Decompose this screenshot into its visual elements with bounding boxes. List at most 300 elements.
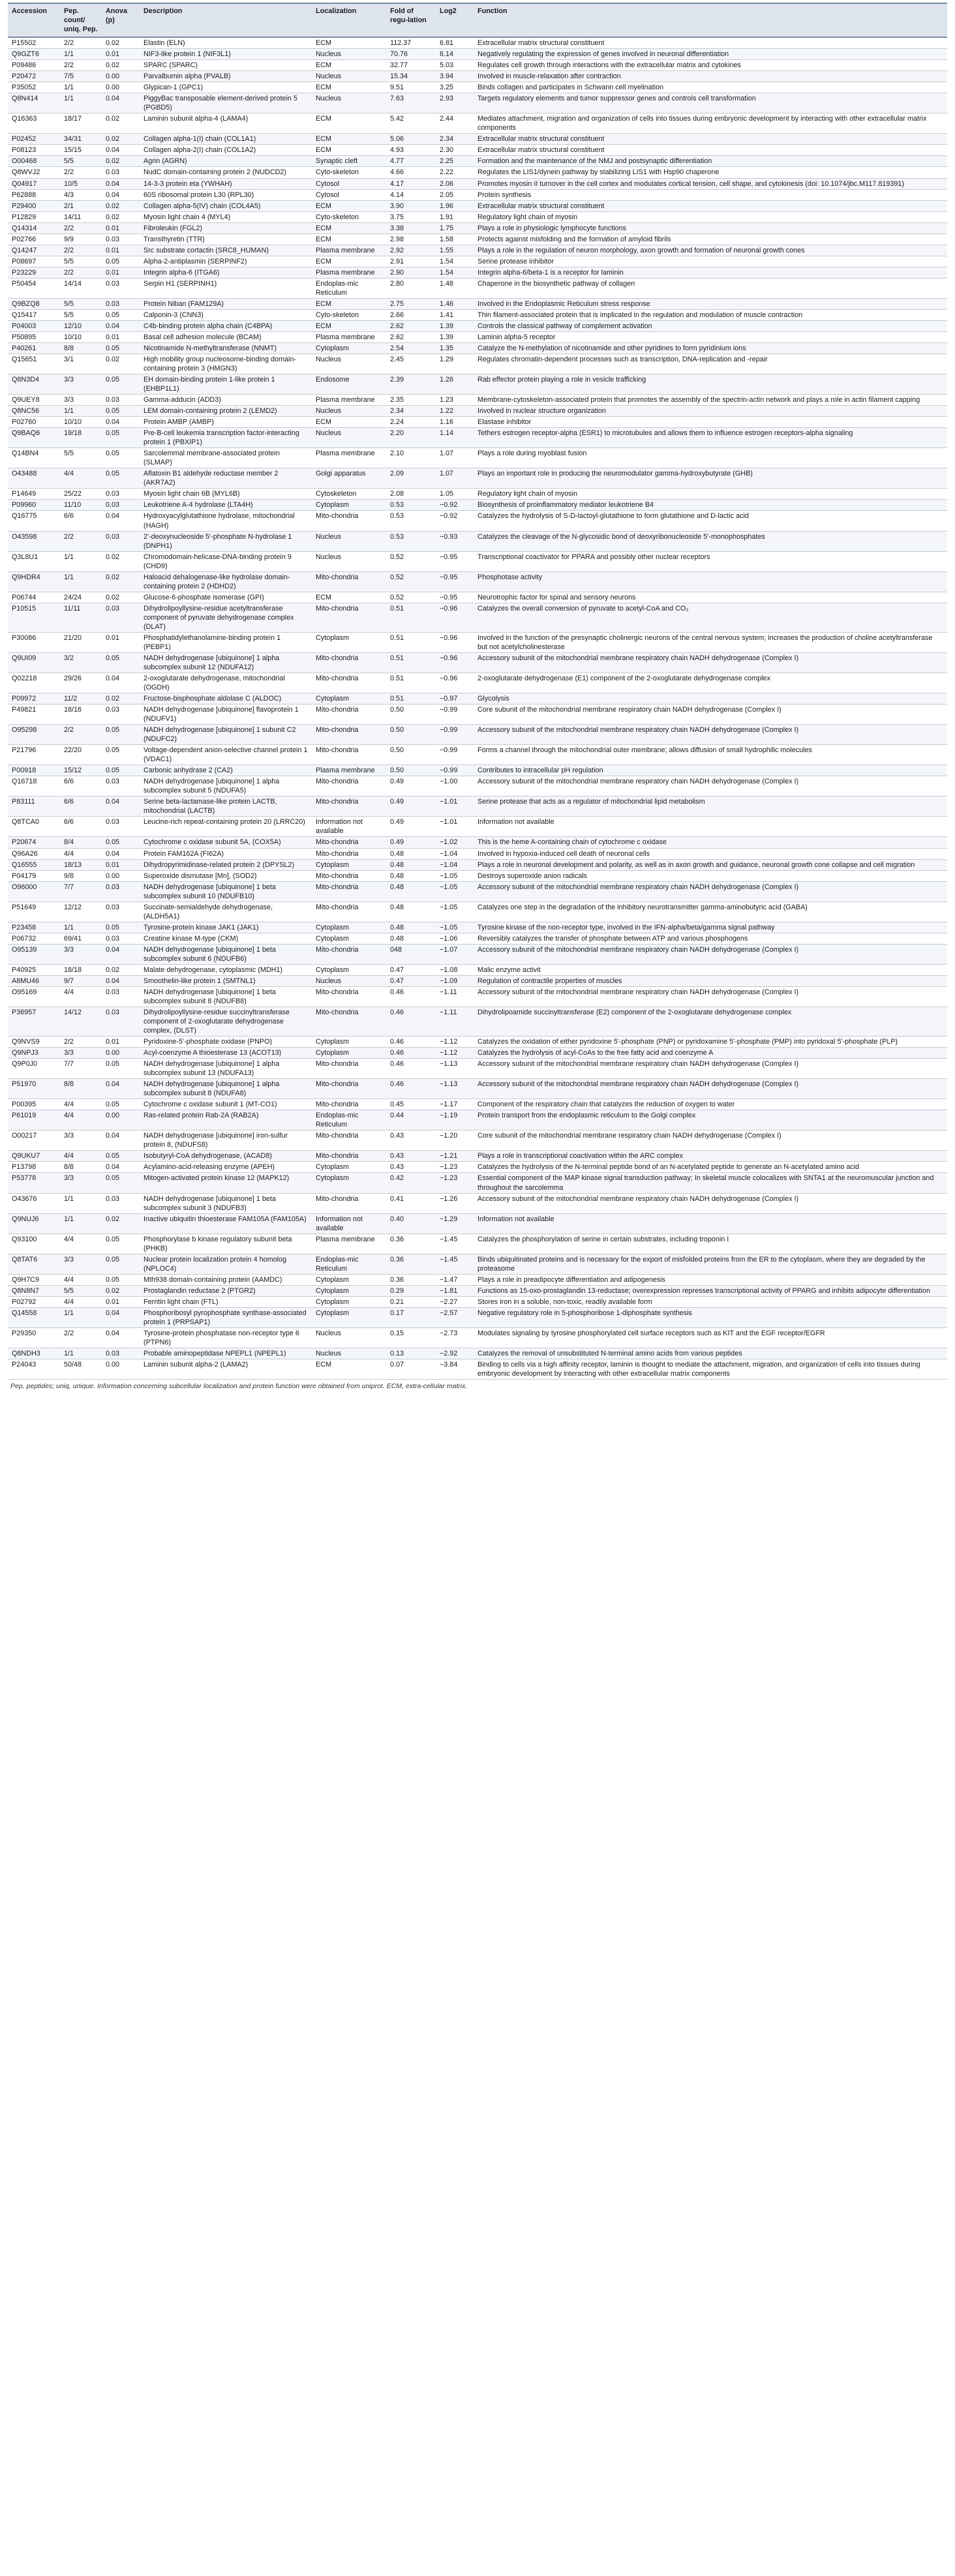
table-row bbox=[8, 1099, 947, 1110]
fold-cell: 0.43 bbox=[386, 1151, 436, 1162]
log2-cell: 5.03 bbox=[436, 60, 474, 71]
log2-cell: −1.05 bbox=[436, 922, 474, 933]
anova-cell: 0.03 bbox=[102, 1193, 140, 1213]
anova-cell: 0.05 bbox=[102, 309, 140, 320]
description-cell: Aflatoxin B1 aldehyde reductase member 2 (AKR7A2) bbox=[140, 468, 312, 489]
log2-cell: −1.05 bbox=[436, 902, 474, 922]
description-cell: Probable aminopeptidase NPEPL1 (NPEPL1) bbox=[140, 1348, 312, 1359]
fold-cell: 0.53 bbox=[386, 531, 436, 551]
table-row bbox=[8, 417, 947, 428]
localization-cell: ECM bbox=[312, 37, 386, 49]
pep-count-cell: 1/1 bbox=[60, 82, 102, 93]
description-cell: Protein AMBP (AMBP) bbox=[140, 417, 312, 428]
log2-cell: 1.16 bbox=[436, 417, 474, 428]
description-cell: Phosphorylase b kinase regulatory subunit beta (PHKB) bbox=[140, 1234, 312, 1254]
description-cell: NADH dehydrogenase [ubiquinone] 1 beta subcomplex subunit 8 (NDUFB8) bbox=[140, 986, 312, 1007]
log2-cell: −1.19 bbox=[436, 1110, 474, 1130]
fold-cell: 0.52 bbox=[386, 551, 436, 571]
function-cell: Regulatory light chain of myosin bbox=[474, 489, 947, 500]
pep-count-cell: 4/4 bbox=[60, 1274, 102, 1285]
description-cell: Carbonic anhydrase 2 (CA2) bbox=[140, 765, 312, 776]
table-row bbox=[8, 673, 947, 693]
localization-cell: Mito-chondria bbox=[312, 1079, 386, 1099]
accession-cell: Q8N8N7 bbox=[8, 1285, 60, 1296]
description-cell: NADH dehydrogenase [ubiquinone] flavoprotein 1 (NDUFV1) bbox=[140, 705, 312, 725]
localization-cell: Cytoplasm bbox=[312, 1285, 386, 1296]
function-cell: Essential component of the MAP kinase signal transduction pathway; In skeletal muscle colocalizes with SNTA1 at the neuromuscular junction and throughout the sarcolemma bbox=[474, 1173, 947, 1193]
function-cell: Integrin alpha-6/beta-1 is a receptor for laminin bbox=[474, 267, 947, 278]
anova-cell: 0.05 bbox=[102, 374, 140, 395]
table-row bbox=[8, 1327, 947, 1348]
fold-cell: 4.66 bbox=[386, 167, 436, 178]
anova-cell: 0.01 bbox=[102, 267, 140, 278]
description-cell: 2'-deoxynucleoside 5'-phosphate N-hydrolase 1 (DNPH1) bbox=[140, 531, 312, 551]
fold-cell: 2.90 bbox=[386, 267, 436, 278]
table-row bbox=[8, 189, 947, 200]
fold-cell: 2.92 bbox=[386, 245, 436, 256]
log2-cell: −0.92 bbox=[436, 500, 474, 511]
anova-cell: 0.03 bbox=[102, 395, 140, 406]
localization-cell: Mito-chondria bbox=[312, 944, 386, 964]
localization-cell: Mito-chondria bbox=[312, 745, 386, 765]
function-cell: Catalyzes the oxidation of either pyridoxine 5'-phosphate (PNP) or pyridoxamine 5'-phosphate (PMP) into pyridoxal 5'-phosphate (PLP) bbox=[474, 1037, 947, 1048]
pep-count-cell: 14/11 bbox=[60, 211, 102, 222]
function-cell: Elastase inhibitor bbox=[474, 417, 947, 428]
fold-cell: 0.41 bbox=[386, 1193, 436, 1213]
description-cell: Protein Niban (FAM129A) bbox=[140, 298, 312, 309]
fold-cell: 2.45 bbox=[386, 354, 436, 374]
function-cell: Accessory subunit of the mitochondrial membrane respiratory chain NADH dehydrogenase (Complex I) bbox=[474, 652, 947, 673]
table-row bbox=[8, 200, 947, 211]
description-cell: Chromodomain-helicase-DNA-binding protein 9 (CHD9) bbox=[140, 551, 312, 571]
pep-count-cell: 3/3 bbox=[60, 1254, 102, 1274]
fold-cell: 0.51 bbox=[386, 673, 436, 693]
accession-cell: Q8TCA0 bbox=[8, 817, 60, 837]
log2-cell: 1.29 bbox=[436, 354, 474, 374]
function-cell: Protects against misfolding and the formation of amyloid fibrils bbox=[474, 234, 947, 245]
log2-cell: −1.45 bbox=[436, 1254, 474, 1274]
fold-cell: 0.46 bbox=[386, 1007, 436, 1036]
anova-cell: 0.05 bbox=[102, 406, 140, 417]
description-cell: Leucine-rich repeat-containing protein 20 (LRRC20) bbox=[140, 817, 312, 837]
fold-cell: 0.50 bbox=[386, 725, 436, 745]
accession-cell: P09972 bbox=[8, 693, 60, 705]
table-row bbox=[8, 93, 947, 114]
accession-cell: P51649 bbox=[8, 902, 60, 922]
table-row bbox=[8, 796, 947, 817]
log2-cell: −1.06 bbox=[436, 933, 474, 944]
fold-cell: 2.20 bbox=[386, 428, 436, 448]
accession-cell: Q16718 bbox=[8, 776, 60, 796]
function-cell: Catalyzes the overall conversion of pyruvate to acetyl-CoA and CO₂ bbox=[474, 603, 947, 632]
anova-cell: 0.03 bbox=[102, 1007, 140, 1036]
function-cell: Glycolysis bbox=[474, 693, 947, 705]
table-row bbox=[8, 1079, 947, 1099]
localization-cell: Mito-chondria bbox=[312, 986, 386, 1007]
localization-cell: ECM bbox=[312, 222, 386, 234]
table-row bbox=[8, 134, 947, 145]
log2-cell: 2.22 bbox=[436, 167, 474, 178]
description-cell: Superoxide dismutase [Mn], (SOD2) bbox=[140, 870, 312, 881]
localization-cell: Plasma membrane bbox=[312, 1234, 386, 1254]
table-row bbox=[8, 278, 947, 298]
accession-cell: P24043 bbox=[8, 1359, 60, 1380]
fold-cell: 7.63 bbox=[386, 93, 436, 114]
table-row bbox=[8, 256, 947, 267]
anova-cell: 0.05 bbox=[102, 1099, 140, 1110]
description-cell: Mth938 domain-containing protein (AAMDC) bbox=[140, 1274, 312, 1285]
fold-cell: 0.48 bbox=[386, 848, 436, 859]
accession-cell: O95139 bbox=[8, 944, 60, 964]
table-row bbox=[8, 837, 947, 848]
function-cell: Dihydrolipoamide succinyltransferase (E2) component of the 2-oxoglutarate dehydrogenase complex bbox=[474, 1007, 947, 1036]
localization-cell: Plasma membrane bbox=[312, 448, 386, 468]
description-cell: Leukotriene A-4 hydrolase (LTA4H) bbox=[140, 500, 312, 511]
function-cell: Targets regulatory elements and tumor suppressor genes and controls cell transformation bbox=[474, 93, 947, 114]
anova-cell: 0.04 bbox=[102, 848, 140, 859]
table-row bbox=[8, 531, 947, 551]
anova-cell: 0.01 bbox=[102, 222, 140, 234]
anova-cell: 0.03 bbox=[102, 776, 140, 796]
accession-cell: P23229 bbox=[8, 267, 60, 278]
function-cell: Catalyzes one step in the degradation of the inhibitory neurotransmitter gamma-aminobutyric acid (GABA) bbox=[474, 902, 947, 922]
localization-cell: Plasma membrane bbox=[312, 395, 386, 406]
accession-cell: Q04917 bbox=[8, 178, 60, 189]
pep-count-cell: 18/16 bbox=[60, 705, 102, 725]
description-cell: Prostaglandin reductase 2 (PTGR2) bbox=[140, 1285, 312, 1296]
table-row bbox=[8, 765, 947, 776]
pep-count-cell: 2/2 bbox=[60, 725, 102, 745]
pep-count-cell: 4/4 bbox=[60, 1296, 102, 1307]
accession-cell: Q16555 bbox=[8, 859, 60, 870]
anova-cell: 0.04 bbox=[102, 417, 140, 428]
anova-cell: 0.05 bbox=[102, 922, 140, 933]
log2-cell: 2.44 bbox=[436, 114, 474, 134]
anova-cell: 0.05 bbox=[102, 765, 140, 776]
table-row bbox=[8, 222, 947, 234]
log2-cell: 1.22 bbox=[436, 406, 474, 417]
function-cell: Catalyze the N-methylation of nicotinamide and other pyridines to form pyridinium ions bbox=[474, 342, 947, 354]
anova-cell: 0.05 bbox=[102, 1254, 140, 1274]
localization-cell: Mito-chondria bbox=[312, 652, 386, 673]
localization-cell: Mito-chondria bbox=[312, 1130, 386, 1151]
description-cell: 2-oxoglutarate dehydrogenase, mitochondrial (OGDH) bbox=[140, 673, 312, 693]
table-row bbox=[8, 234, 947, 245]
description-cell: Malate dehydrogenase, cytoplasmic (MDH1) bbox=[140, 964, 312, 975]
pep-count-cell: 24/24 bbox=[60, 592, 102, 603]
fold-cell: 2.80 bbox=[386, 278, 436, 298]
anova-cell: 0.05 bbox=[102, 745, 140, 765]
fold-cell: 0.51 bbox=[386, 693, 436, 705]
table-row bbox=[8, 489, 947, 500]
log2-cell: 1.14 bbox=[436, 428, 474, 448]
table-row bbox=[8, 1213, 947, 1234]
table-row bbox=[8, 71, 947, 82]
function-cell: Plays a role in the regulation of neuron morphology, axon growth and formation of neuronal growth cones bbox=[474, 245, 947, 256]
pep-count-cell: 5/5 bbox=[60, 156, 102, 167]
log2-cell: 2.93 bbox=[436, 93, 474, 114]
accession-cell: O43488 bbox=[8, 468, 60, 489]
log2-cell: −1.01 bbox=[436, 796, 474, 817]
anova-cell: 0.04 bbox=[102, 975, 140, 986]
description-cell: NADH dehydrogenase [ubiquinone] 1 alpha subcomplex subunit 13 (NDUFA13) bbox=[140, 1059, 312, 1079]
table-row bbox=[8, 859, 947, 870]
localization-cell: Cytoplasm bbox=[312, 1173, 386, 1193]
log2-cell: 3.25 bbox=[436, 82, 474, 93]
table-row bbox=[8, 1110, 947, 1130]
function-cell: Malic enzyme activit bbox=[474, 964, 947, 975]
description-cell: NADH dehydrogenase [ubiquinone] 1 beta subcomplex subunit 10 (NDUFB10) bbox=[140, 881, 312, 902]
localization-cell: Nucleus bbox=[312, 406, 386, 417]
anova-cell: 0.02 bbox=[102, 200, 140, 211]
accession-cell: Q9UEY8 bbox=[8, 395, 60, 406]
localization-cell: Cytoplasm bbox=[312, 632, 386, 652]
fold-cell: 0.48 bbox=[386, 881, 436, 902]
function-cell: Binds collagen and participates in Schwann cell myelination bbox=[474, 82, 947, 93]
function-cell: Involved in the function of the presynaptic cholinergic neurons of the central nervous system; increases the production of choline acetyltransferase but not acetylcholinesterase bbox=[474, 632, 947, 652]
pep-count-cell: 2/1 bbox=[60, 200, 102, 211]
function-cell: Neurotrophic factor for spinal and sensory neurons bbox=[474, 592, 947, 603]
pep-count-cell: 4/3 bbox=[60, 189, 102, 200]
localization-cell: Mito-chondria bbox=[312, 673, 386, 693]
table-row bbox=[8, 1254, 947, 1274]
header-localization: Localization bbox=[312, 3, 386, 37]
anova-cell: 0.01 bbox=[102, 1296, 140, 1307]
description-cell: Succinate-semialdehyde dehydrogenase, (ALDH5A1) bbox=[140, 902, 312, 922]
log2-cell: −1.02 bbox=[436, 837, 474, 848]
localization-cell: Mito-chondria bbox=[312, 848, 386, 859]
description-cell: Collagen alpha-1(I) chain (COL1A1) bbox=[140, 134, 312, 145]
function-cell: Catalyzes the removal of unsubstituted N-terminal amino acids from various peptides bbox=[474, 1348, 947, 1359]
pep-count-cell: 25/22 bbox=[60, 489, 102, 500]
localization-cell: Mito-chondria bbox=[312, 902, 386, 922]
description-cell: Collagen alpha-2(I) chain (COL1A2) bbox=[140, 145, 312, 156]
accession-cell: Q14247 bbox=[8, 245, 60, 256]
pep-count-cell: 7/7 bbox=[60, 881, 102, 902]
log2-cell: −1.13 bbox=[436, 1079, 474, 1099]
localization-cell: Endosome bbox=[312, 374, 386, 395]
log2-cell: −1.81 bbox=[436, 1285, 474, 1296]
localization-cell: Nucleus bbox=[312, 1348, 386, 1359]
accession-cell: Q9NPJ3 bbox=[8, 1048, 60, 1059]
pep-count-cell: 6/6 bbox=[60, 817, 102, 837]
description-cell: Integrin alpha-6 (ITGA6) bbox=[140, 267, 312, 278]
log2-cell: −2.92 bbox=[436, 1348, 474, 1359]
table-row bbox=[8, 406, 947, 417]
pep-count-cell: 2/2 bbox=[60, 37, 102, 49]
fold-cell: 112.37 bbox=[386, 37, 436, 49]
description-cell: Fructose-bisphosphate aldolase C (ALDOC) bbox=[140, 693, 312, 705]
localization-cell: Endoplas-mic Reticulum bbox=[312, 1254, 386, 1274]
description-cell: Isobutyryl-CoA dehydrogenase, (ACAD8) bbox=[140, 1151, 312, 1162]
localization-cell: Nucleus bbox=[312, 49, 386, 60]
description-cell: Calponin-3 (CNN3) bbox=[140, 309, 312, 320]
fold-cell: 0.29 bbox=[386, 1285, 436, 1296]
description-cell: Serpin H1 (SERPINH1) bbox=[140, 278, 312, 298]
fold-cell: 0.49 bbox=[386, 817, 436, 837]
log2-cell: −1.20 bbox=[436, 1130, 474, 1151]
log2-cell: −0.95 bbox=[436, 551, 474, 571]
log2-cell: 1.58 bbox=[436, 234, 474, 245]
localization-cell: Mito-chondria bbox=[312, 776, 386, 796]
pep-count-cell: 34/31 bbox=[60, 134, 102, 145]
description-cell: NADH dehydrogenase [ubiquinone] 1 beta subcomplex subunit 3 (NDUFB3) bbox=[140, 1193, 312, 1213]
anova-cell: 0.03 bbox=[102, 167, 140, 178]
table-row bbox=[8, 1173, 947, 1193]
function-cell: Regulation of contractile properties of muscles bbox=[474, 975, 947, 986]
function-cell: Catalyzes the phosphorylation of serine in certain substrates, including troponin I bbox=[474, 1234, 947, 1254]
log2-cell: 2.05 bbox=[436, 189, 474, 200]
localization-cell: Mito-chondria bbox=[312, 796, 386, 817]
pep-count-cell: 4/4 bbox=[60, 848, 102, 859]
accession-cell: P30086 bbox=[8, 632, 60, 652]
accession-cell: Q9UI09 bbox=[8, 652, 60, 673]
table-body bbox=[8, 37, 947, 1380]
localization-cell: ECM bbox=[312, 298, 386, 309]
accession-cell: Q9BZQ8 bbox=[8, 298, 60, 309]
table-row bbox=[8, 298, 947, 309]
function-cell: Protein synthesis bbox=[474, 189, 947, 200]
accession-cell: P02760 bbox=[8, 417, 60, 428]
localization-cell: ECM bbox=[312, 592, 386, 603]
log2-cell: −0.95 bbox=[436, 592, 474, 603]
description-cell: Dihydropyrimidinase-related protein 2 (DPYSL2) bbox=[140, 859, 312, 870]
description-cell: PiggyBac transposable element-derived protein 5 (PGBD5) bbox=[140, 93, 312, 114]
anova-cell: 0.04 bbox=[102, 1162, 140, 1173]
description-cell: Collagen alpha-5(IV) chain (COL4A5) bbox=[140, 200, 312, 211]
localization-cell: Mito-chondria bbox=[312, 1193, 386, 1213]
accession-cell: P04179 bbox=[8, 870, 60, 881]
pep-count-cell: 21/20 bbox=[60, 632, 102, 652]
log2-cell: −1.08 bbox=[436, 964, 474, 975]
localization-cell: Mito-chondria bbox=[312, 870, 386, 881]
fold-cell: 3.75 bbox=[386, 211, 436, 222]
fold-cell: 0.51 bbox=[386, 632, 436, 652]
log2-cell: 2.30 bbox=[436, 145, 474, 156]
accession-cell: P02792 bbox=[8, 1296, 60, 1307]
anova-cell: 0.05 bbox=[102, 652, 140, 673]
function-cell: Plays a role in physiologic lymphocyte functions bbox=[474, 222, 947, 234]
table-row bbox=[8, 1296, 947, 1307]
accession-cell: P06744 bbox=[8, 592, 60, 603]
log2-cell: 1.39 bbox=[436, 331, 474, 342]
accession-cell: P08697 bbox=[8, 256, 60, 267]
function-cell: Mediates attachment, migration and organization of cells into tissues during embryonic development by interacting with other extracellular matrix components bbox=[474, 114, 947, 134]
localization-cell: Mito-chondria bbox=[312, 705, 386, 725]
description-cell: Parvalbumin alpha (PVALB) bbox=[140, 71, 312, 82]
localization-cell: Mito-chondria bbox=[312, 1007, 386, 1036]
anova-cell: 0.04 bbox=[102, 1307, 140, 1327]
description-cell: Pyridoxine-5'-phosphate oxidase (PNPO) bbox=[140, 1037, 312, 1048]
fold-cell: 0.21 bbox=[386, 1296, 436, 1307]
table-row bbox=[8, 37, 947, 49]
fold-cell: 2.08 bbox=[386, 489, 436, 500]
pep-count-cell: 1/1 bbox=[60, 551, 102, 571]
function-cell: Plays a role during myoblast fusion bbox=[474, 448, 947, 468]
log2-cell: −0.99 bbox=[436, 745, 474, 765]
log2-cell: 1.07 bbox=[436, 468, 474, 489]
anova-cell: 0.03 bbox=[102, 489, 140, 500]
localization-cell: Mito-chondria bbox=[312, 1099, 386, 1110]
accession-cell: Q8NDH3 bbox=[8, 1348, 60, 1359]
description-cell: Agrin (AGRN) bbox=[140, 156, 312, 167]
description-cell: Myosin light chain 6B (MYL6B) bbox=[140, 489, 312, 500]
description-cell: Sarcolemmal membrane-associated protein (SLMAP) bbox=[140, 448, 312, 468]
log2-cell: 1.55 bbox=[436, 245, 474, 256]
pep-count-cell: 2/2 bbox=[60, 531, 102, 551]
table-row bbox=[8, 178, 947, 189]
log2-cell: −0.96 bbox=[436, 673, 474, 693]
localization-cell: ECM bbox=[312, 200, 386, 211]
log2-cell: 1.39 bbox=[436, 320, 474, 331]
pep-count-cell: 15/12 bbox=[60, 765, 102, 776]
accession-cell: P50454 bbox=[8, 278, 60, 298]
accession-cell: O00217 bbox=[8, 1130, 60, 1151]
fold-cell: 70.76 bbox=[386, 49, 436, 60]
anova-cell: 0.00 bbox=[102, 870, 140, 881]
pep-count-cell: 11/10 bbox=[60, 500, 102, 511]
localization-cell: ECM bbox=[312, 134, 386, 145]
table-row bbox=[8, 1037, 947, 1048]
accession-cell: Q14314 bbox=[8, 222, 60, 234]
localization-cell: Mito-chondria bbox=[312, 603, 386, 632]
log2-cell: 1.26 bbox=[436, 374, 474, 395]
localization-cell: Mito-chondria bbox=[312, 1151, 386, 1162]
pep-count-cell: 5/5 bbox=[60, 256, 102, 267]
localization-cell: Mito-chondria bbox=[312, 511, 386, 531]
protein-table bbox=[8, 3, 947, 1380]
fold-cell: 4.77 bbox=[386, 156, 436, 167]
anova-cell: 0.05 bbox=[102, 725, 140, 745]
function-cell: Catalyzes the hydrolysis of the N-terminal peptide bond of an N-acetylated peptide to generate an N-acetylated amino acid bbox=[474, 1162, 947, 1173]
log2-cell: 1.96 bbox=[436, 200, 474, 211]
anova-cell: 0.05 bbox=[102, 1151, 140, 1162]
pep-count-cell: 1/1 bbox=[60, 1307, 102, 1327]
accession-cell: Q14BN4 bbox=[8, 448, 60, 468]
localization-cell: Cytoplasm bbox=[312, 1048, 386, 1059]
function-cell: Protein transport from the endoplasmic reticulum to the Golgi complex bbox=[474, 1110, 947, 1130]
function-cell: Catalyzes the hydrolysis of S-D-lactoyl-glutathione to form glutathione and D-lactic acid bbox=[474, 511, 947, 531]
pep-count-cell: 2/2 bbox=[60, 60, 102, 71]
fold-cell: 32.77 bbox=[386, 60, 436, 71]
pep-count-cell: 5/5 bbox=[60, 1285, 102, 1296]
accession-cell: P61019 bbox=[8, 1110, 60, 1130]
log2-cell: −0.96 bbox=[436, 632, 474, 652]
function-cell: Thin filament-associated protein that is implicated in the regulation and modulation of muscle contraction bbox=[474, 309, 947, 320]
pep-count-cell: 9/9 bbox=[60, 234, 102, 245]
description-cell: 14-3-3 protein eta (YWHAH) bbox=[140, 178, 312, 189]
table-row bbox=[8, 1234, 947, 1254]
table-row bbox=[8, 776, 947, 796]
fold-cell: 0.43 bbox=[386, 1162, 436, 1173]
function-cell: Membrane-cytoskeleton-associated protein that promotes the assembly of the spectrin-actin network and plays a role in actin filament capping bbox=[474, 395, 947, 406]
anova-cell: 0.04 bbox=[102, 93, 140, 114]
log2-cell: −1.26 bbox=[436, 1193, 474, 1213]
description-cell: Smoothelin-like protein 1 (SMTNL1) bbox=[140, 975, 312, 986]
function-cell: Catalyzes the hydrolysis of acyl-CoAs to the free fatty acid and coenzyme A bbox=[474, 1048, 947, 1059]
anova-cell: 0.02 bbox=[102, 156, 140, 167]
log2-cell: −0.96 bbox=[436, 603, 474, 632]
description-cell: Dihydrolipoyllysine-residue succinyltransferase component of 2-oxoglutarate dehydrogenase complex, (DLST) bbox=[140, 1007, 312, 1036]
fold-cell: 0.42 bbox=[386, 1173, 436, 1193]
pep-count-cell: 3/2 bbox=[60, 652, 102, 673]
function-cell: Accessory subunit of the mitochondrial membrane respiratory chain NADH dehydrogenase (Complex I) bbox=[474, 776, 947, 796]
fold-cell: 0.48 bbox=[386, 902, 436, 922]
localization-cell: Mito-chondria bbox=[312, 1059, 386, 1079]
table-row bbox=[8, 395, 947, 406]
fold-cell: 5.42 bbox=[386, 114, 436, 134]
accession-cell: P09486 bbox=[8, 60, 60, 71]
